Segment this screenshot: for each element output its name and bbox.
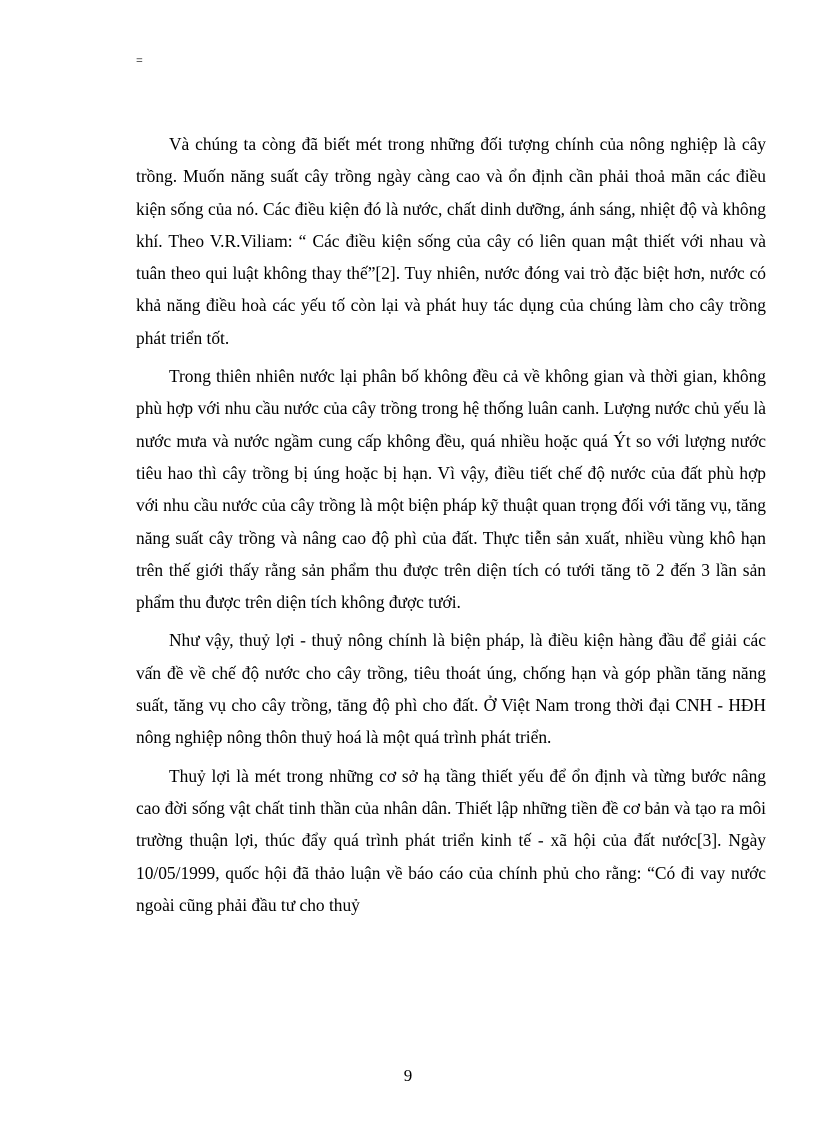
body-text [136, 128, 766, 927]
paragraph-3: Như vậy, thuỷ lợi - thuỷ nông chính là biện pháp, là điều kiện hàng đầu để giải các vấn đề về chế độ nước cho cây trồng, tiêu thoát úng, chống hạn và góp phần tăng năng suất, tăng vụ cho cây trồng, tăng độ phì cho đất. Ở Việt Nam trong thời đại CNH - HĐH nông nghiệp nông thôn thuỷ hoá là một quá trình phát triển. [136, 630, 766, 748]
paragraph-1: Và chúng ta còng đã biết mét trong những đối tượng chính của nông nghiệp là cây trồng. Muốn năng suất cây trồng ngày càng cao và ổn định cần phải thoả mãn các điều kiện sống của nó. Các điều kiện đó là nước, chất dinh dưỡng, ánh sáng, nhiệt độ và không khí. Theo V.R.Viliam: “ Các điều kiện sống của cây có liên quan mật thiết với nhau và tuân theo qui luật không thay thế”[2]. Tuy nhiên, nước đóng vai trò đặc biệt hơn, nước có khả năng điều hoà các yếu tố còn lại và phát huy tác dụng của chúng làm cho cây trồng phát triển tốt. [136, 134, 766, 348]
paragraph-2: Trong thiên nhiên nước lại phân bố không đều cả về không gian và thời gian, không phù hợp với nhu cầu nước của cây trồng trong hệ thống luân canh. Lượng nước chủ yếu là nước mưa và nước ngầm cung cấp không đều, quá nhiều hoặc quá Ýt so với lượng nước tiêu hao thì cây trồng bị úng hoặc bị hạn. Vì vậy, điều tiết chế độ nước của đất phù hợp với nhu cầu nước của cây trồng là một biện pháp kỹ thuật quan trọng đối với tăng vụ, tăng năng suất cây trồng và nâng cao độ phì của đất. Thực tiễn sản xuất, nhiều vùng khô hạn trên thế giới thấy rằng sản phẩm thu được trên diện tích có tưới tăng tõ 2 đến 3 lần sản phẩm thu được trên diện tích không được tưới. [136, 366, 766, 613]
header-mark: = [136, 53, 143, 67]
page-number: 9 [403, 1066, 413, 1085]
paragraph-4: Thuỷ lợi là mét trong những cơ sở hạ tầng thiết yếu để ổn định và từng bước nâng cao đời sống vật chất tinh thần của nhân dân. Thiết lập những tiền đề cơ bản và tạo ra môi trường thuận lợi, thúc đẩy quá trình phát triển kinh tế - xã hội của đất nước[3]. Ngày 10/05/1999, quốc hội đã thảo luận về báo cáo của chính phủ cho rằng: “Có đi vay nước ngoài cũng phải đầu tư cho thuỷ [136, 765, 766, 915]
